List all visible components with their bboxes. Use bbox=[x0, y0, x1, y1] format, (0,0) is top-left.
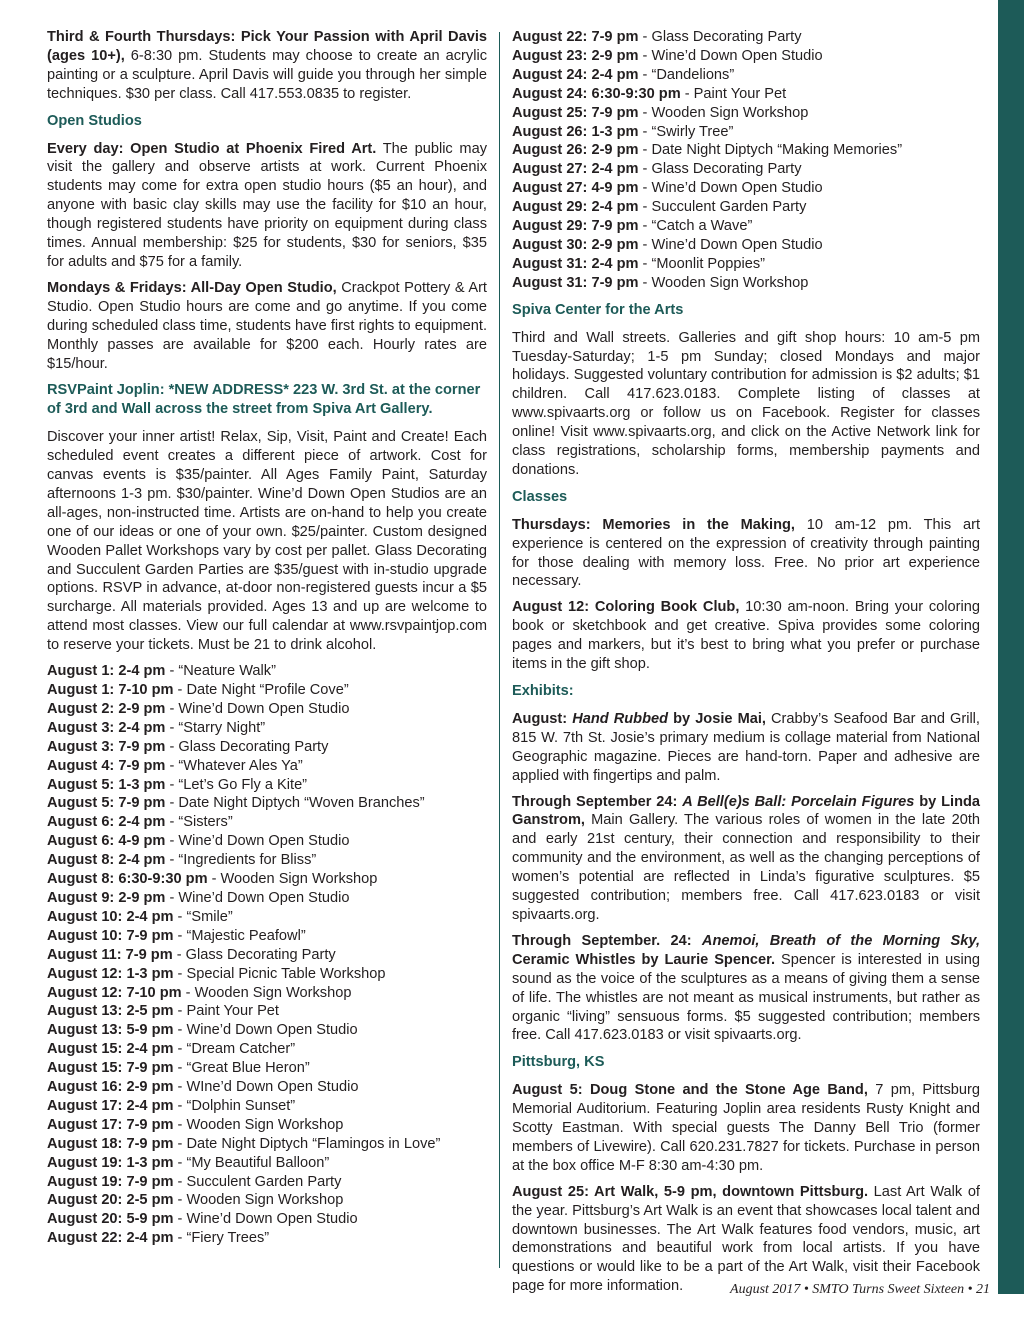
bells-ball-text: Main Gallery. The various roles of women in the late 20th and early 21st century, their connection and responsibility to their community and the environment, as well as the changing perceptions of women’s potential are reflected in Linda’s figurative sculptures. $5 suggested contribution; members free. Call 417.623.0183 or visit spivaarts.org. bbox=[512, 812, 980, 923]
doug-stone-paragraph bbox=[512, 1081, 980, 1176]
event-date: August 5: 1-3 pm bbox=[47, 776, 166, 793]
intro-lead: Third & Fourth Thursdays: Pick Your Passion with April Davis (ages 10+), bbox=[47, 29, 487, 64]
event-description: - “Majestic Peafowl” bbox=[173, 927, 306, 944]
event-row bbox=[512, 236, 980, 255]
rsvp-heading: RSVPaint Joplin: *NEW ADDRESS* 223 W. 3rd St. at the corner of 3rd and Wall across the street from Spiva Art Gallery. bbox=[47, 382, 481, 418]
intro-text: 6-8:30 pm. Students may choose to create an acrylic painting or a sculpture. April Davis will guide you through her simple techniques. $30 per class. Call 417.553.0835 to register. bbox=[47, 47, 487, 102]
event-row bbox=[512, 123, 980, 142]
event-row bbox=[47, 1059, 487, 1078]
coloring-lead: August 12: Coloring Book Club, bbox=[512, 599, 740, 616]
crackpot-text: Crackpot Pottery & Art Studio. Open Studio hours are come and go anytime. If you come during scheduled class time, students have first rights to equipment. Monthly passes are available for $200 each. Hourly rates are $15/hour. bbox=[47, 279, 487, 372]
rsvp-paragraph: Discover your inner artist! Relax, Sip, Visit, Paint and Create! Each scheduled event creates a different piece of artwork. Cost for canvas events is $35/painter. All Ages Family Paint, Saturday afternoons 1-3 pm. $30/painter. Wine’d Down Open Studios are an all-ages, non-instructed time. Artists are on-hand to help you create one of our ideas or one of your own. $25/painter. Custom designed Wooden Pallet Workshops vary by cost per pallet. Glass Decorating and Succulent Garden Parties are $35/guest with in-studio upgrade options. RSVP in advance, at-door non-registered guests incur a $5 surcharge. All materials provided. Ages 13 and up are welcome to attend most classes. View our full calendar at www.rsvpaintjop.com to reserve your tickets. Must be 21 to drink alcohol. bbox=[47, 429, 487, 654]
crackpot-paragraph bbox=[47, 279, 487, 374]
event-description: - Wooden Sign Workshop bbox=[638, 274, 809, 291]
event-date: August 27: 4-9 pm bbox=[512, 180, 639, 197]
open-studios-heading: Open Studios bbox=[47, 112, 142, 129]
anemoi-paragraph bbox=[512, 932, 980, 1045]
event-row bbox=[512, 47, 980, 66]
phoenix-paragraph bbox=[47, 140, 487, 272]
event-row bbox=[47, 1116, 487, 1135]
event-row bbox=[512, 198, 980, 217]
event-date: August 23: 2-9 pm bbox=[512, 47, 639, 64]
event-date: August 1: 2-4 pm bbox=[47, 663, 166, 680]
memories-paragraph bbox=[512, 516, 980, 592]
event-row bbox=[512, 85, 980, 104]
event-row bbox=[47, 889, 487, 908]
event-row bbox=[47, 870, 487, 889]
event-date: August 11: 7-9 pm bbox=[47, 946, 173, 963]
event-row bbox=[47, 908, 487, 927]
event-date: August 24: 6:30-9:30 pm bbox=[512, 85, 681, 102]
event-description: - “Sisters” bbox=[165, 814, 233, 831]
event-description: - Paint Your Pet bbox=[173, 1003, 279, 1020]
anemoi-by: Ceramic Whistles by Laurie Spencer. bbox=[512, 951, 776, 968]
event-description: - Glass Decorating Party bbox=[165, 738, 329, 755]
event-row bbox=[47, 681, 487, 700]
event-row bbox=[47, 662, 487, 681]
event-row bbox=[512, 104, 980, 123]
event-date: August 3: 2-4 pm bbox=[47, 719, 166, 736]
anemoi-text: Spencer is interested in using sound as the voice of the sculptures as a means of giving them a sense of life. The whistles are not meant as musical instruments, but rather as organic “living” sensuous forms. $5 suggested contribution; members free. Call 417.623.0183 or visit spivaarts.org. bbox=[512, 951, 980, 1044]
event-row bbox=[47, 700, 487, 719]
hand-rubbed-by: by Josie Mai, bbox=[668, 710, 766, 727]
event-row bbox=[512, 141, 980, 160]
event-date: August 2: 2-9 pm bbox=[47, 700, 166, 717]
event-date: August 27: 2-4 pm bbox=[512, 161, 639, 178]
event-description: - Glass Decorating Party bbox=[638, 161, 802, 178]
event-description: - Wooden Sign Workshop bbox=[181, 984, 352, 1001]
doug-stone-text: 7 pm, Pittsburg Memorial Auditorium. Featuring Joplin area residents Rusty Knight and Scotty Eastman. With special guests The Danny Bell Trio (former members of Livewire). Call 620.231.7827 for tickets. Purchase in person at the box office M-F 8:30 am-4:30 pm. bbox=[512, 1082, 981, 1174]
event-row bbox=[47, 1002, 487, 1021]
event-row bbox=[47, 1021, 487, 1040]
event-description: - “Neature Walk” bbox=[165, 663, 276, 680]
event-description: - Wine’d Down Open Studio bbox=[165, 833, 350, 850]
event-description: - Glass Decorating Party bbox=[172, 946, 336, 963]
event-description: - Succulent Garden Party bbox=[638, 199, 807, 216]
event-row bbox=[47, 965, 487, 984]
event-row bbox=[47, 946, 487, 965]
spiva-heading: Spiva Center for the Arts bbox=[512, 301, 684, 318]
event-date: August 30: 2-9 pm bbox=[512, 236, 639, 253]
event-row bbox=[47, 984, 487, 1003]
hand-rubbed-lead: August: bbox=[512, 710, 573, 727]
classes-heading: Classes bbox=[512, 488, 568, 505]
event-description: - WIne’d Down Open Studio bbox=[173, 1079, 359, 1096]
event-description: - Wine’d Down Open Studio bbox=[638, 180, 823, 197]
event-date: August 15: 2-4 pm bbox=[47, 1041, 174, 1058]
event-row bbox=[512, 160, 980, 179]
event-row bbox=[512, 274, 980, 293]
memories-lead: Thursdays: Memories in the Making, bbox=[512, 516, 795, 533]
event-row bbox=[512, 217, 980, 236]
event-date: August 18: 7-9 pm bbox=[47, 1135, 174, 1152]
event-description: - “Let’s Go Fly a Kite” bbox=[165, 776, 308, 793]
event-date: August 4: 7-9 pm bbox=[47, 757, 166, 774]
event-date: August 3: 7-9 pm bbox=[47, 738, 166, 755]
art-walk-text: Last Art Walk of the year. Pittsburg’s Art Walk is an event that showcases local talent and downtown businesses. The Art Walk features food vendors, music, art demonstrations and beautiful work from local artists. If you have questions or would like to be a part of the Art Walk, visit their Facebook page for more information. bbox=[512, 1183, 980, 1295]
event-description: - “Swirly Tree” bbox=[638, 123, 734, 140]
event-description: - Wine’d Down Open Studio bbox=[173, 1022, 358, 1039]
event-row bbox=[47, 1173, 487, 1192]
event-description: - Wine’d Down Open Studio bbox=[165, 889, 350, 906]
event-description: - Wooden Sign Workshop bbox=[638, 104, 809, 121]
event-description: - Special Picnic Table Workshop bbox=[173, 965, 386, 982]
event-row bbox=[47, 851, 487, 870]
event-description: - Date Night “Profile Cove” bbox=[173, 682, 349, 698]
event-date: August 19: 7-9 pm bbox=[47, 1173, 174, 1190]
event-date: August 12: 1-3 pm bbox=[47, 965, 174, 982]
event-row bbox=[47, 719, 487, 738]
event-row bbox=[47, 1229, 487, 1248]
event-date: August 20: 5-9 pm bbox=[47, 1211, 174, 1228]
exhibits-heading: Exhibits: bbox=[512, 683, 574, 699]
event-description: - Wooden Sign Workshop bbox=[173, 1116, 344, 1133]
event-date: August 12: 7-10 pm bbox=[47, 984, 182, 1001]
page-footer: August 2017 • SMTO Turns Sweet Sixteen • 21 bbox=[730, 1282, 990, 1297]
event-row bbox=[47, 1040, 487, 1059]
event-row bbox=[47, 757, 487, 776]
event-date: August 5: 7-9 pm bbox=[47, 795, 166, 812]
event-row bbox=[47, 927, 487, 946]
event-date: August 16: 2-9 pm bbox=[47, 1079, 174, 1096]
event-description: - “Smile” bbox=[173, 908, 233, 925]
event-description: - “Dolphin Sunset” bbox=[173, 1097, 296, 1114]
event-description: - Glass Decorating Party bbox=[638, 29, 802, 45]
coloring-paragraph bbox=[512, 598, 980, 674]
event-row bbox=[47, 813, 487, 832]
event-description: - Paint Your Pet bbox=[680, 85, 787, 102]
event-date: August 24: 2-4 pm bbox=[512, 66, 639, 83]
event-date: August 6: 2-4 pm bbox=[47, 814, 166, 831]
event-date: August 26: 2-9 pm bbox=[512, 142, 639, 159]
event-description: - “Catch a Wave” bbox=[638, 218, 753, 235]
event-date: August 13: 2-5 pm bbox=[47, 1003, 174, 1020]
phoenix-lead: Every day: Open Studio at Phoenix Fired Art. bbox=[47, 140, 377, 157]
pittsburg-heading: Pittsburg, KS bbox=[512, 1054, 605, 1071]
column-divider bbox=[499, 32, 500, 1268]
hand-rubbed-paragraph bbox=[512, 710, 980, 786]
event-description: - Wine’d Down Open Studio bbox=[638, 47, 823, 64]
event-row bbox=[47, 1097, 487, 1116]
bells-ball-by: by Linda Ganstrom, bbox=[512, 793, 981, 829]
hand-rubbed-title: Hand Rubbed bbox=[572, 710, 669, 727]
event-row bbox=[47, 738, 487, 757]
event-description: - Date Night Diptych “Making Memories” bbox=[638, 142, 903, 159]
event-date: August 29: 2-4 pm bbox=[512, 199, 639, 216]
event-date: August 9: 2-9 pm bbox=[47, 889, 166, 906]
event-description: - Succulent Garden Party bbox=[173, 1173, 342, 1190]
page-edge-bar bbox=[998, 0, 1024, 1294]
event-date: August 8: 6:30-9:30 pm bbox=[47, 871, 208, 888]
event-date: August 1: 7-10 pm bbox=[47, 682, 174, 698]
bells-ball-title: A Bell(e)s Ball: Porcelain Figures bbox=[682, 793, 915, 810]
event-description: - “My Beautiful Balloon” bbox=[173, 1154, 330, 1171]
event-row bbox=[512, 28, 980, 47]
event-description: - Wine’d Down Open Studio bbox=[173, 1211, 358, 1228]
event-row bbox=[512, 255, 980, 274]
event-description: - “Moonlit Poppies” bbox=[638, 255, 766, 272]
event-date: August 20: 2-5 pm bbox=[47, 1192, 174, 1209]
event-date: August 31: 2-4 pm bbox=[512, 255, 639, 272]
event-description: - “Starry Night” bbox=[165, 719, 266, 736]
phoenix-text: The public may visit the gallery and observe artists at work. Current Phoenix students may come for extra open studio hours ($5 an hour), and anyone with basic clay skills may use the facility for $10 an hour, though registered students have priority on equipment during class times. Annual membership: $25 for students, $30 for seniors, $35 for adults and $75 for a family. bbox=[47, 140, 487, 270]
event-row bbox=[47, 794, 487, 813]
event-row bbox=[47, 776, 487, 795]
event-row bbox=[47, 1078, 487, 1097]
coloring-text: 10:30 am-noon. Bring your coloring book or sketchbook and get creative. Spiva provides some coloring pages and markers, but it’s best to bring what you prefer or purchase items in the gift shop. bbox=[512, 599, 980, 673]
event-row bbox=[512, 179, 980, 198]
event-date: August 13: 5-9 pm bbox=[47, 1022, 174, 1039]
event-row bbox=[47, 1191, 487, 1210]
event-date: August 15: 7-9 pm bbox=[47, 1060, 174, 1077]
event-description: - “Fiery Trees” bbox=[173, 1230, 270, 1247]
crackpot-lead: Mondays & Fridays: All-Day Open Studio, bbox=[47, 279, 337, 296]
event-date: August 25: 7-9 pm bbox=[512, 104, 639, 121]
event-date: August 31: 7-9 pm bbox=[512, 274, 639, 291]
event-row bbox=[47, 1210, 487, 1229]
event-date: August 19: 1-3 pm bbox=[47, 1154, 174, 1171]
event-date: August 22: 2-4 pm bbox=[47, 1230, 174, 1247]
right-event-list bbox=[512, 28, 980, 293]
event-date: August 17: 7-9 pm bbox=[47, 1116, 174, 1133]
event-description: - “Whatever Ales Ya” bbox=[165, 757, 303, 774]
doug-stone-lead: August 5: Doug Stone and the Stone Age Band, bbox=[512, 1082, 868, 1099]
event-date: August 10: 2-4 pm bbox=[47, 908, 174, 925]
bells-ball-lead: Through September 24: bbox=[512, 793, 683, 810]
event-description: - “Ingredients for Bliss” bbox=[165, 852, 317, 869]
event-date: August 17: 2-4 pm bbox=[47, 1097, 174, 1114]
spiva-paragraph: Third and Wall streets. Galleries and gift shop hours: 10 am-5 pm Tuesday-Saturday; 1-5 pm Sunday; closed Mondays and major holidays. Suggested voluntary contribution for admission is $2 adults; $1 children. Call 417.623.0183. Complete listing of classes at www.spivaarts.org or follow us on Facebook. Register for classes online! Visit www.spivaarts.org, and click on the Active Network link for class registrations, scholarship forms, membership payments and donations. bbox=[512, 329, 980, 478]
left-event-list bbox=[47, 662, 487, 1248]
event-description: - Wooden Sign Workshop bbox=[173, 1192, 344, 1209]
event-date: August 29: 7-9 pm bbox=[512, 218, 639, 235]
event-row bbox=[512, 66, 980, 85]
event-description: - “Dandelions” bbox=[638, 66, 735, 83]
event-row bbox=[47, 1154, 487, 1173]
bells-ball-paragraph bbox=[512, 793, 980, 925]
event-date: August 8: 2-4 pm bbox=[47, 852, 166, 869]
event-description: - Wine’d Down Open Studio bbox=[638, 236, 823, 253]
anemoi-title: Anemoi, Breath of the Morning Sky, bbox=[701, 932, 980, 949]
event-date: August 22: 7-9 pm bbox=[512, 29, 639, 45]
hand-rubbed-text: Crabby’s Seafood Bar and Grill, 815 W. 7th St. Josie’s primary medium is collage material from National Geographic magazine. Pieces are hand-torn. Paper and adhesive are applied with fingertips and palm. bbox=[512, 710, 980, 784]
event-row bbox=[47, 1135, 487, 1154]
art-walk-lead: August 25: Art Walk, 5-9 pm, downtown Pittsburg. bbox=[512, 1183, 869, 1200]
event-description: - Date Night Diptych “Woven Branches” bbox=[165, 795, 425, 812]
anemoi-lead: Through September. 24: bbox=[512, 932, 702, 949]
event-description: - “Great Blue Heron” bbox=[173, 1060, 310, 1077]
event-description: - “Dream Catcher” bbox=[173, 1041, 296, 1058]
event-description: - Wine’d Down Open Studio bbox=[165, 700, 350, 717]
art-walk-paragraph bbox=[512, 1183, 980, 1296]
event-description: - Wooden Sign Workshop bbox=[207, 871, 378, 888]
intro-paragraph bbox=[47, 28, 487, 104]
right-column bbox=[512, 28, 980, 1296]
event-row bbox=[47, 832, 487, 851]
memories-text: 10 am-12 pm. This art experience is centered on the expression of creativity through painting for those dealing with memory loss. Free. No prior art experience necessary. bbox=[512, 516, 980, 590]
event-date: August 10: 7-9 pm bbox=[47, 927, 174, 944]
event-date: August 6: 4-9 pm bbox=[47, 833, 166, 850]
event-description: - Date Night Diptych “Flamingos in Love” bbox=[173, 1135, 441, 1152]
left-column bbox=[47, 28, 487, 1254]
event-date: August 26: 1-3 pm bbox=[512, 123, 639, 140]
